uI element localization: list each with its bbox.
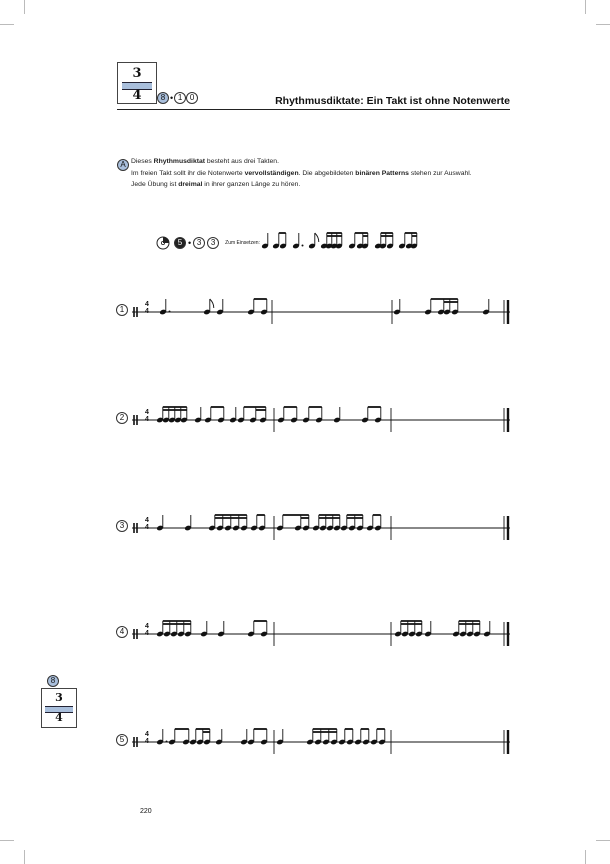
- time-numerator: 4: [145, 301, 149, 308]
- note-dot: [166, 741, 168, 743]
- track-separator: •: [188, 238, 192, 248]
- chapter-badge: 8: [157, 92, 169, 104]
- time-signature: [145, 731, 149, 745]
- logo-bottom-number: 4: [132, 88, 142, 103]
- time-signature: [145, 517, 149, 531]
- text: besteht aus drei Takten.: [205, 158, 279, 165]
- side-logo-bottom: 4: [55, 711, 63, 724]
- time-numerator: 4: [145, 409, 149, 416]
- side-time-signature-logo: [41, 688, 77, 728]
- text: Jede Übung ist: [131, 181, 179, 188]
- text-bold: Rhythmusdiktat: [153, 158, 206, 165]
- text: stehen zur Auswahl.: [408, 169, 472, 177]
- logo-top-number: 3: [132, 66, 142, 81]
- note-dot: [169, 311, 171, 313]
- text: Dieses: [131, 158, 154, 165]
- time-denominator: 4: [145, 738, 149, 745]
- staff-number-1: 1: [116, 304, 128, 316]
- time-numerator: 4: [145, 517, 149, 524]
- time-numerator: 4: [145, 731, 149, 738]
- staff-number: [116, 304, 128, 316]
- badge-separator: •: [170, 93, 174, 103]
- track-digit: 3: [207, 237, 219, 249]
- page-number: 220: [140, 808, 152, 815]
- time-numerator: 4: [145, 623, 149, 630]
- text-bold: vervollständigen: [244, 169, 299, 177]
- note-dot: [302, 245, 304, 247]
- track-number: 5: [174, 237, 186, 249]
- side-badge-label: 8: [47, 675, 59, 687]
- time-denominator: 4: [145, 308, 149, 315]
- cue-label: Zum Einsetzen:: [225, 240, 260, 246]
- side-logo-top: 3: [55, 691, 63, 704]
- track-digit: 3: [193, 237, 205, 249]
- staff-number: [116, 626, 128, 638]
- note-flag: [210, 299, 214, 308]
- badge-digit: 1: [174, 92, 186, 104]
- time-signature: [145, 623, 149, 637]
- staff-number: [116, 412, 128, 424]
- text-bold: binären Patterns: [355, 169, 409, 177]
- time-denominator: 4: [145, 416, 149, 423]
- page-title: Rhythmusdiktate: Ein Takt ist ohne Notenwerte: [275, 95, 510, 107]
- time-denominator: 4: [145, 524, 149, 531]
- text-bold: dreimal: [178, 181, 203, 188]
- staff-number: [116, 734, 128, 746]
- staff-number: [116, 520, 128, 532]
- text: Im freien Takt sollt ihr die Notenwerte: [131, 169, 245, 177]
- exercise-badge-label: A: [117, 159, 129, 171]
- text: in ihrer ganzen Länge zu hören.: [202, 181, 301, 188]
- time-denominator: 4: [145, 630, 149, 637]
- badge-digit: 0: [186, 92, 198, 104]
- staff-number-4: 4: [116, 626, 128, 638]
- staff-number-2: 2: [116, 412, 128, 424]
- staff-number-3: 3: [116, 520, 128, 532]
- time-signature: [145, 301, 149, 315]
- text: . Die abgebildeten: [298, 169, 356, 177]
- staff-number-5: 5: [116, 734, 128, 746]
- time-signature: [145, 409, 149, 423]
- note-flag: [315, 233, 319, 242]
